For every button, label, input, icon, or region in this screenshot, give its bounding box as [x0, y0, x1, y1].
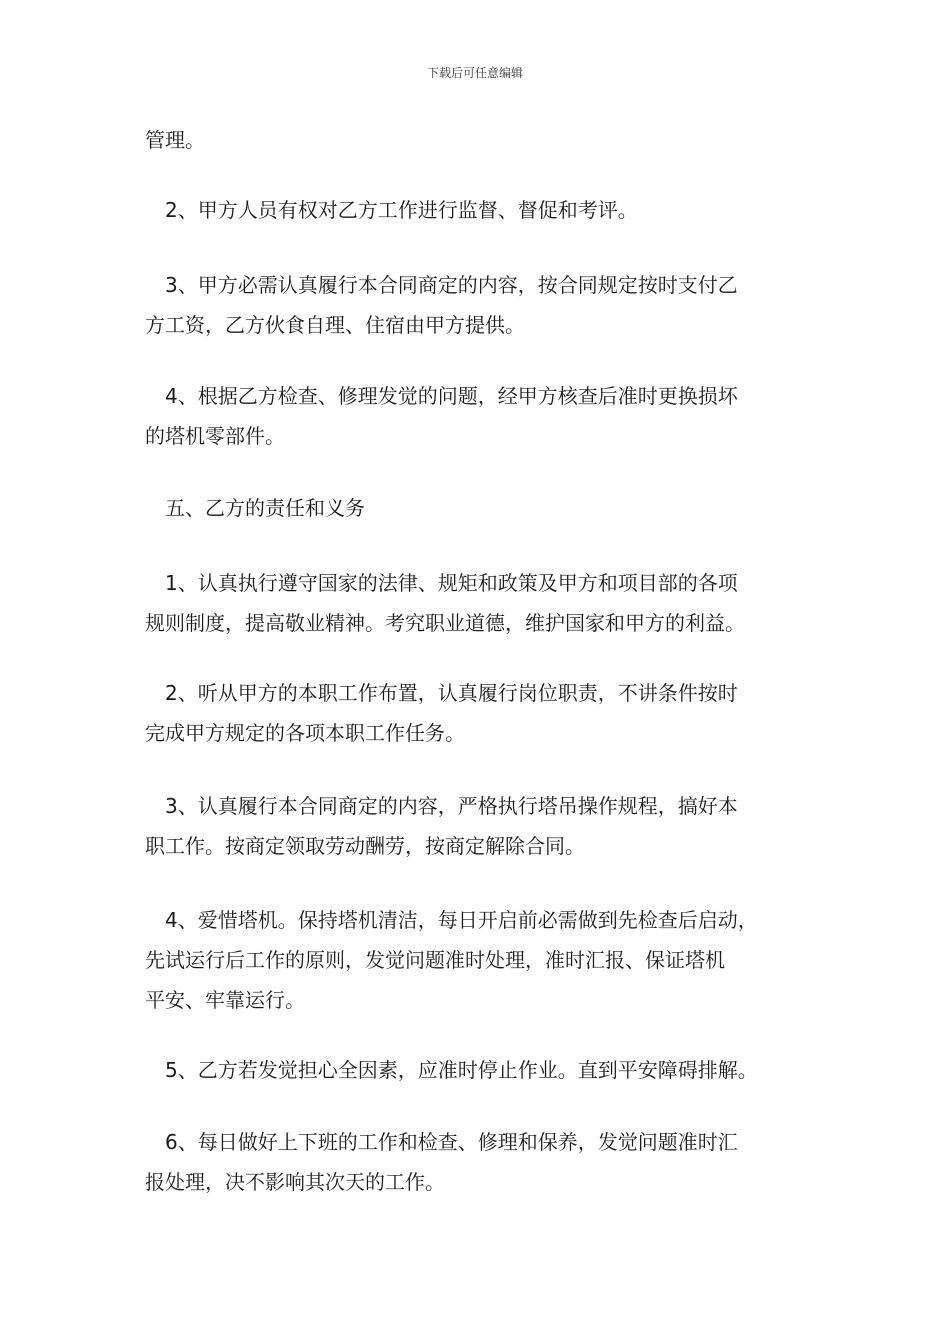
text-line: 1、认真执行遵守国家的法律、规矩和政策及甲方和项目部的各项 [165, 571, 738, 595]
paragraph [145, 190, 825, 230]
document-body [145, 120, 825, 1202]
text-line: 4、爱惜塔机。保持塔机清洁，每日开启前必需做到先检查后启动， [165, 908, 758, 932]
text-line: 平安、牢靠运行。 [145, 988, 305, 1012]
text-line: 管理。 [145, 128, 205, 152]
text-line: 报处理，决不影响其次天的工作。 [145, 1170, 445, 1194]
text-line: 职工作。按商定领取劳动酬劳，按商定解除合同。 [145, 834, 585, 858]
paragraph [145, 120, 825, 160]
page-header: 下载后可任意编辑 [426, 66, 523, 80]
text-line: 五、乙方的责任和义务 [165, 496, 365, 520]
text-line: 5、乙方若发觉担心全因素，应准时停止作业。直到平安障碍排解。 [165, 1058, 758, 1082]
section-heading [145, 488, 825, 528]
text-line: 6、每日做好上下班的工作和检查、修理和保养，发觉问题准时汇 [165, 1130, 738, 1154]
text-line: 先试运行后工作的原则，发觉问题准时处理，准时汇报、保证塔机 [145, 948, 725, 972]
paragraph [145, 1050, 825, 1090]
text-line: 的塔机零部件。 [145, 424, 285, 448]
text-line: 2、听从甲方的本职工作布置，认真履行岗位职责，不讲条件按时 [165, 681, 738, 705]
paragraph [145, 376, 825, 456]
text-line: 方工资，乙方伙食自理、住宿由甲方提供。 [145, 313, 525, 337]
text-line: 4、根据乙方检查、修理发觉的问题，经甲方核查后准时更换损坏 [165, 384, 738, 408]
text-line: 3、认真履行本合同商定的内容，严格执行塔吊操作规程，搞好本 [165, 794, 738, 818]
text-line: 3、甲方必需认真履行本合同商定的内容，按合同规定按时支付乙 [165, 273, 738, 297]
paragraph [145, 265, 825, 345]
paragraph [145, 900, 825, 1020]
text-line: 完成甲方规定的各项本职工作任务。 [145, 721, 465, 745]
paragraph [145, 786, 825, 866]
text-line: 规则制度，提高敬业精神。考究职业道德，维护国家和甲方的利益。 [145, 611, 745, 635]
text-line: 2、甲方人员有权对乙方工作进行监督、督促和考评。 [165, 198, 638, 222]
paragraph [145, 1122, 825, 1202]
paragraph [145, 673, 825, 753]
paragraph [145, 563, 825, 643]
